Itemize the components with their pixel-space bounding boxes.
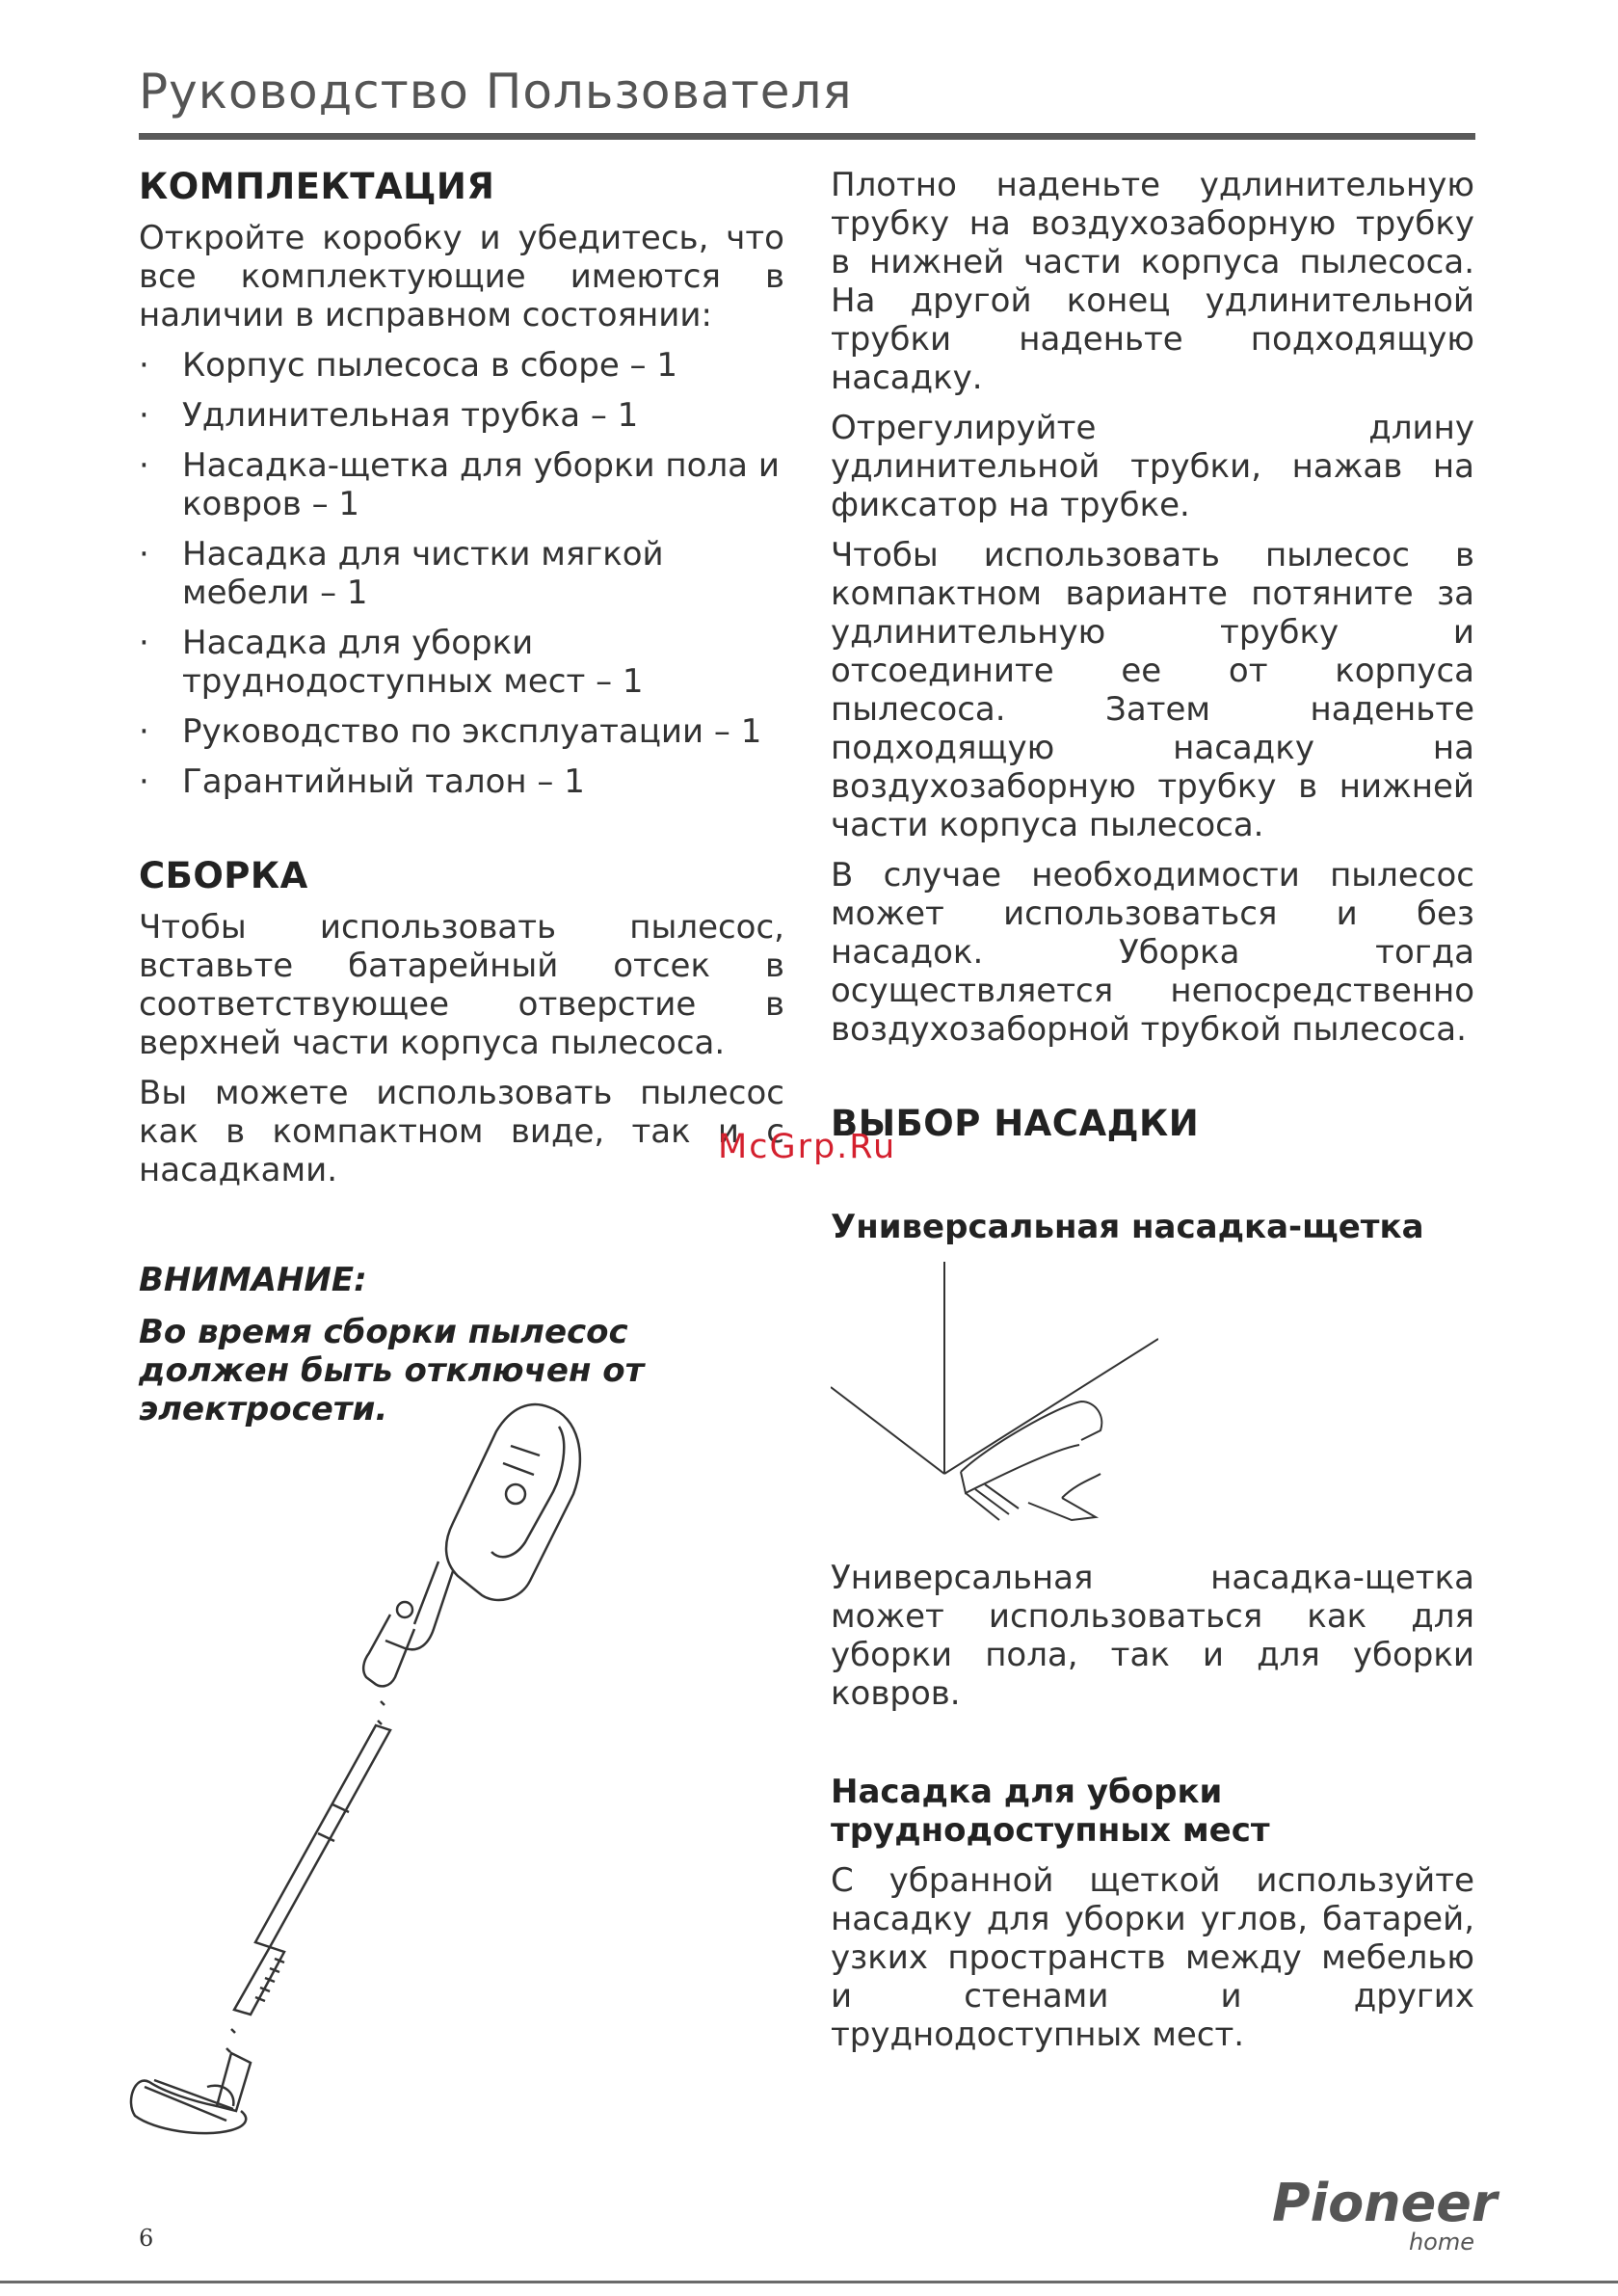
kit-item-text: Насадка для уборки труднодоступных мест – 1 bbox=[182, 624, 644, 701]
kit-item bbox=[139, 535, 784, 612]
assembly-heading: СБОРКА bbox=[139, 855, 308, 896]
logo-main-text: Pioneer bbox=[1272, 2173, 1498, 2233]
vacuum-assembly-illustration bbox=[125, 1388, 626, 2140]
bullet: · bbox=[139, 396, 149, 435]
nozzle-heading: ВЫБОР НАСАДКИ bbox=[831, 1103, 1200, 1144]
kit-list bbox=[139, 346, 784, 801]
page-number: 6 bbox=[139, 2225, 154, 2252]
logo-sub-text: home bbox=[1408, 2229, 1474, 2256]
assembly-paragraph-1: Чтобы использовать пылесос, вставьте батарейный отсек в соответствующее отверстие в верхней части корпуса пылесоса. bbox=[139, 908, 784, 1062]
kit-item bbox=[139, 446, 784, 523]
attach-tube-paragraph: Плотно наденьте удлинительную трубку на воздухозаборную трубку в нижней части корпуса пылесоса. На другой конец удлинительной трубки наденьте подходящую насадку. bbox=[831, 166, 1474, 397]
kit-item-text: Руководство по эксплуатации – 1 bbox=[182, 712, 762, 751]
assembly-paragraph-2: Вы можете использовать пылесос как в компактном виде, так и с насадками. bbox=[139, 1074, 784, 1189]
kit-item bbox=[139, 346, 784, 385]
kit-item-text: Насадка для чистки мягкой мебели – 1 bbox=[182, 535, 664, 612]
left-column bbox=[139, 166, 784, 1428]
kit-item-text: Гарантийный талон – 1 bbox=[182, 762, 585, 801]
crevice-tool-title: Насадка для уборки труднодоступных мест bbox=[831, 1773, 1270, 1850]
kit-item bbox=[139, 396, 784, 435]
kit-item bbox=[139, 712, 784, 751]
bullet: · bbox=[139, 346, 149, 385]
adjust-length-paragraph: Отрегулируйте длину удлинительной трубки, нажав на фиксатор на трубке. bbox=[831, 409, 1474, 524]
universal-brush-title: Универсальная насадка-щетка bbox=[831, 1208, 1424, 1246]
brand-logo bbox=[1272, 2173, 1498, 2256]
universal-brush-illustration bbox=[831, 1262, 1158, 1541]
kit-item-text: Удлинительная трубка – 1 bbox=[182, 396, 639, 435]
warning-text: Во время сборки пылесос должен быть отключен от электросети. bbox=[139, 1313, 645, 1428]
bullet: · bbox=[139, 712, 149, 751]
kit-item bbox=[139, 624, 784, 701]
no-nozzle-paragraph: В случае необходимости пылесос может использоваться и без насадок. Уборка тогда осуществляется непосредственно воздухозаборной трубкой пылесоса. bbox=[831, 856, 1474, 1049]
kit-intro: Откройте коробку и убедитесь, что все комплектующие имеются в наличии в исправном состоянии: bbox=[139, 219, 784, 334]
bullet: · bbox=[139, 624, 149, 662]
page-header-title: Руководство Пользователя bbox=[139, 64, 853, 120]
bullet: · bbox=[139, 446, 149, 485]
universal-brush-text: Универсальная насадка-щетка может использоваться как для уборки пола, так и для уборки ковров. bbox=[831, 1559, 1474, 1713]
kit-heading: КОМПЛЕКТАЦИЯ bbox=[139, 166, 495, 207]
bottom-border bbox=[0, 2281, 1618, 2283]
kit-item-text: Насадка-щетка для уборки пола и ковров – 1 bbox=[182, 446, 780, 523]
bullet: · bbox=[139, 535, 149, 574]
kit-item bbox=[139, 762, 784, 801]
header-divider bbox=[139, 133, 1475, 140]
compact-mode-paragraph: Чтобы использовать пылесос в компактном варианте потяните за удлинительную трубку и отсоедините ее от корпуса пылесоса. Затем наденьте подходящую насадку на воздухозаборную трубку в нижней части корпуса пылесоса. bbox=[831, 536, 1474, 844]
kit-item-text: Корпус пылесоса в сборе – 1 bbox=[182, 346, 677, 385]
warning-title: ВНИМАНИЕ: bbox=[139, 1261, 367, 1299]
crevice-tool-text: С убранной щеткой используйте насадку для уборки углов, батарей, узких пространств между мебелью и стенами и других труднодоступных мест. bbox=[831, 1861, 1474, 2054]
bullet: · bbox=[139, 762, 149, 801]
right-column bbox=[831, 166, 1474, 2066]
watermark: McGrp.Ru bbox=[718, 1128, 897, 1166]
